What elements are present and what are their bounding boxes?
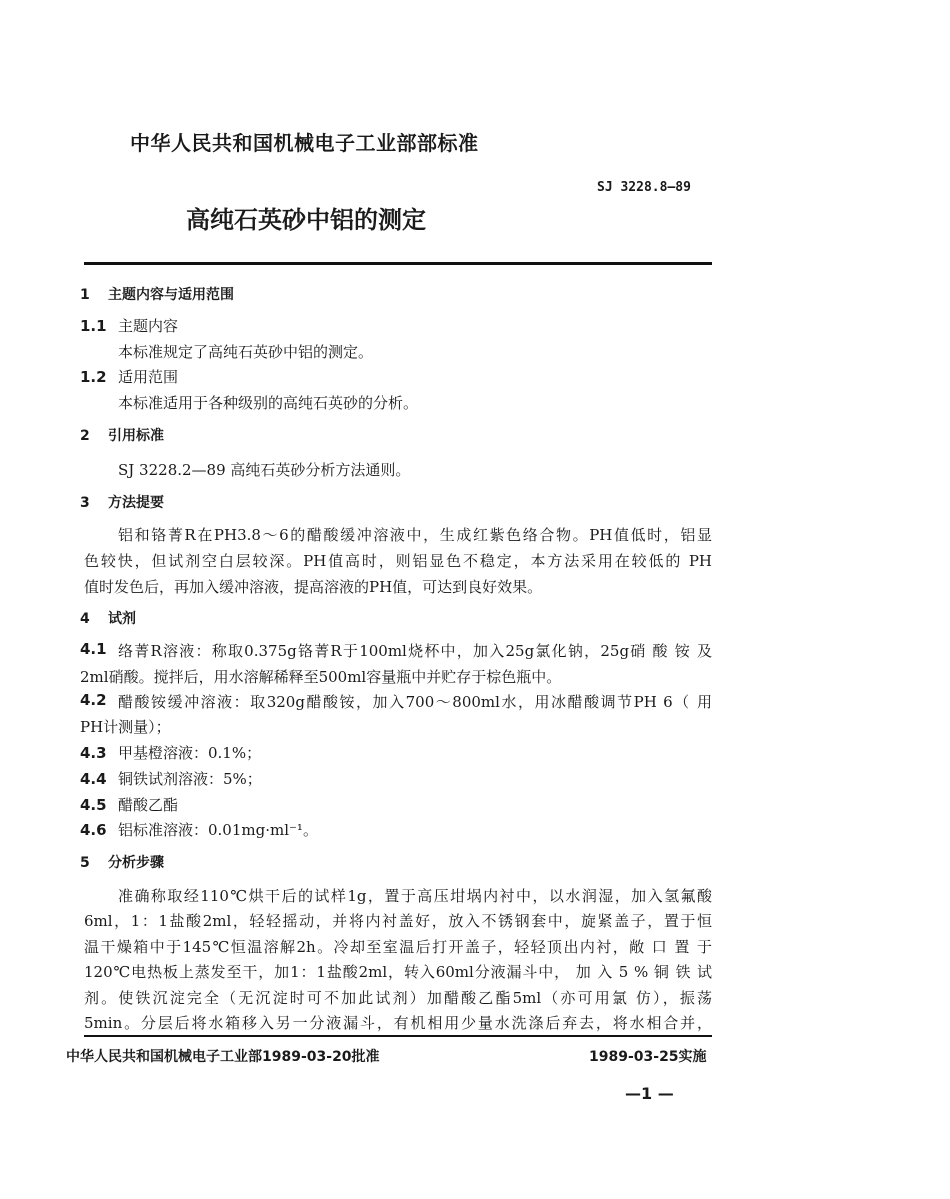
reagent-number: 4.2: [80, 691, 107, 709]
subsection-1-2-heading: [80, 366, 178, 387]
procedure-line: 120℃电热板上蒸发至干，加1：1盐酸2ml，转入60ml分液漏斗中， 加 入 5 % 铜 铁 试: [84, 963, 712, 981]
reagent-number: 4.6: [80, 821, 107, 839]
subsection-number: 1.1: [80, 317, 107, 335]
reagent-4-4: [80, 768, 262, 789]
section-title: 分析步骤: [108, 855, 164, 871]
referenced-standard: SJ 3228.2—89 高纯石英砂分析方法通则。: [118, 461, 411, 479]
reagent-4-2-number: [80, 691, 118, 709]
effective-date: 1989-03-25实施: [589, 1049, 707, 1065]
section-number: 3: [80, 495, 90, 511]
subsection-1-1-body: 本标准规定了高纯石英砂中铝的测定。: [118, 343, 374, 361]
document-title: 高纯石英砂中铝的测定: [186, 206, 426, 234]
procedure-line: 5min。分层后将水箱移入另一分液漏斗，有机相用少量水洗涤后弃去，将水相合并，: [84, 1014, 712, 1032]
section-3-heading: [80, 492, 164, 512]
reagent-line: PH计测量）；: [80, 718, 171, 736]
section-number: 5: [80, 855, 90, 871]
section-title: 引用标准: [108, 428, 164, 444]
procedure-line: 准确称取经110℃烘干后的试样1g，置于高压坩埚内衬中，以水润湿，加入氢氟酸: [118, 887, 712, 905]
section-title: 方法提要: [108, 495, 164, 511]
reagent-number: 4.3: [80, 744, 107, 762]
reagent-text: 铜铁试剂溶液：5%；: [118, 770, 262, 788]
subsection-1-2-body: 本标准适用于各种级别的高纯石英砂的分析。: [118, 394, 419, 412]
reagent-4-3: [80, 742, 261, 763]
subsection-number: 1.2: [80, 368, 107, 386]
section-2-heading: [80, 425, 164, 445]
top-rule: [84, 262, 712, 265]
section-title: 试剂: [108, 611, 136, 627]
procedure-line: 温干燥箱中于145℃恒温溶解2h。冷却至室温后打开盖子，轻轻顶出内衬，敞 口 置 于: [84, 938, 712, 956]
reagent-4-6: [80, 819, 318, 840]
approval-note: 中华人民共和国机械电子工业部1989-03-20批准: [66, 1049, 380, 1065]
section-title: 主题内容与适用范围: [108, 287, 234, 303]
section-4-heading: [80, 608, 136, 628]
reagent-text: 甲基橙溶液：0.1%；: [118, 744, 262, 762]
procedure-line: 剂。使铁沉淀完全（无沉淀时可不加此试剂）加醋酸乙酯5ml（亦可用氯 仿），振荡: [84, 989, 712, 1007]
section-number: 2: [80, 428, 90, 444]
reagent-4-1-number: [80, 640, 118, 658]
reagent-line: 醋酸铵缓冲溶液：取320g醋酸铵，加入700～800ml水，用冰醋酸调节PH 6（ 用: [118, 693, 712, 711]
bottom-rule: [84, 1035, 712, 1037]
standard-number: SJ 3228.8—89: [597, 180, 691, 195]
method-line: 值时发色后，再加入缓冲溶液，提高溶液的PH值，可达到良好效果。: [84, 578, 543, 596]
section-5-heading: [80, 852, 164, 872]
reagent-number: 4.1: [80, 640, 107, 658]
reagent-line: 2ml硝酸。搅拌后，用水溶解稀释至500ml容量瓶中并贮存于棕色瓶中。: [80, 668, 562, 686]
section-number: 1: [80, 287, 90, 303]
method-line: 色较快，但试剂空白层较深。PH值高时，则铝显色不稳定，本方法采用在较低的 PH: [84, 552, 712, 570]
subsection-title: 适用范围: [118, 368, 179, 386]
ministry-header: 中华人民共和国机械电子工业部部标准: [130, 131, 479, 155]
reagent-number: 4.5: [80, 796, 107, 814]
method-line: 铝和铬菁R在PH3.8～6的醋酸缓冲溶液中，生成红紫色络合物。PH值低时，铝显: [118, 526, 712, 544]
page-number: —1 —: [625, 1084, 674, 1103]
reagent-text: 铝标准溶液：0.01mg·ml⁻¹。: [118, 821, 318, 839]
reagent-4-5: [80, 794, 178, 815]
reagent-text: 醋酸乙酯: [118, 796, 179, 814]
section-1-heading: [80, 284, 234, 304]
subsection-1-1-heading: [80, 315, 178, 336]
section-number: 4: [80, 611, 90, 627]
reagent-line: 络菁R溶液：称取0.375g铬菁R于100ml烧杯中，加入25g氯化钠，25g硝 酸 铵 及: [118, 642, 712, 660]
subsection-title: 主题内容: [118, 317, 179, 335]
procedure-line: 6ml，1：1盐酸2ml，轻轻摇动，并将内衬盖好，放入不锈钢套中，旋紧盖子，置于恒: [84, 912, 712, 930]
reagent-number: 4.4: [80, 770, 107, 788]
